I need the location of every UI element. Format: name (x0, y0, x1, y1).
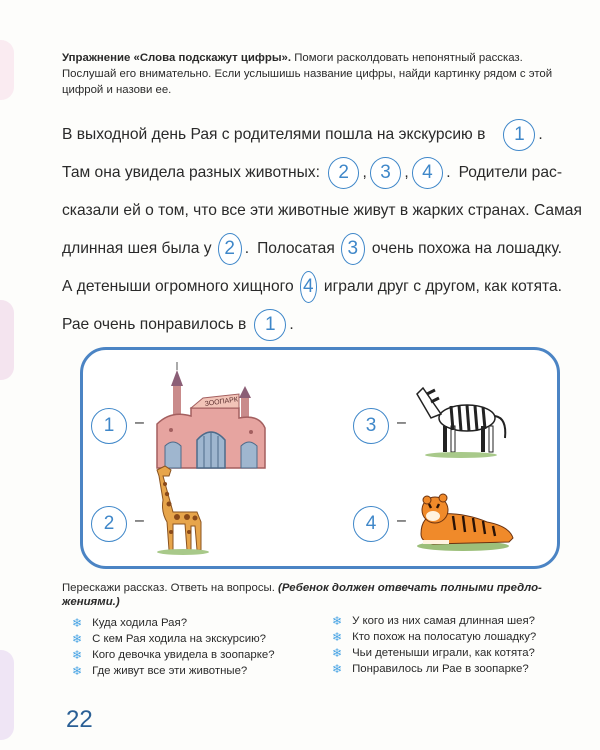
snowflake-icon: ❄ (72, 648, 83, 662)
story-text: сказали ей о том, что все эти животные живут в жарких странах. Самая (62, 202, 582, 219)
dash: – (397, 512, 406, 529)
story-text: длинная шея была у (62, 240, 212, 257)
zebra-picture (411, 378, 511, 458)
exercise-instruction (62, 50, 562, 98)
snowflake-icon: ❄ (72, 632, 83, 646)
parent-note: (Ребенок должен отвечать полными предло- жениями.) (62, 582, 542, 608)
number-circle-1: 1 (254, 309, 286, 341)
question-item: ❄ У кого из них самая длинная шея? (332, 614, 535, 628)
question-item: ❄ Чьи детеныши играли, как котята? (332, 646, 535, 660)
story-line (62, 268, 562, 306)
question-item: ❄ Куда ходила Рая? (72, 616, 188, 630)
dash: – (135, 414, 144, 431)
story-line: Рае очень понравилось в 1 . (62, 306, 562, 344)
number-circle-3: 3 (370, 157, 402, 189)
picture-number-1: 1 (91, 408, 127, 444)
pictures-frame (80, 347, 560, 569)
story-text: В выходной день Рая с родителями пошла на экскурсию в (62, 126, 486, 143)
number-circle-4: 4 (300, 271, 317, 303)
story-text: А детеныши огромного хищного (62, 278, 294, 295)
edge-decoration (0, 650, 14, 740)
question-item: ❄ Где живут все эти животные? (72, 664, 248, 678)
giraffe-picture (149, 462, 215, 556)
story-line (62, 192, 582, 230)
questions-intro (62, 581, 562, 609)
number-circle-4: 4 (412, 157, 444, 189)
story-text: играли друг с другом, как котята. (323, 278, 562, 295)
question-item: ❄ Кто похож на полосатую лошадку? (332, 630, 537, 644)
dash: – (135, 512, 144, 529)
snowflake-icon: ❄ (332, 614, 343, 628)
tiger-picture (413, 486, 517, 552)
number-circle-2: 2 (218, 233, 242, 265)
edge-decoration (0, 40, 14, 100)
story-text: Рае очень понравилось в (62, 316, 247, 333)
question-item: ❄ Кого девочка увидела в зоопарке? (72, 648, 275, 662)
snowflake-icon: ❄ (72, 664, 83, 678)
page-number: 22 (66, 706, 93, 733)
story-text: Родители рас- (458, 164, 563, 181)
story-line: Там она увидела разных животных: 2 , 3 , 4 . Родители рас- (62, 154, 562, 192)
question-item: ❄ С кем Рая ходила на экскурсию? (72, 632, 266, 646)
question-item: ❄ Понравилось ли Рае в зоопарке? (332, 662, 529, 676)
edge-decoration (0, 300, 14, 380)
number-circle-3: 3 (341, 233, 365, 265)
snowflake-icon: ❄ (332, 646, 343, 660)
exercise-text: Помоги расколдовать непонятный рассказ. Послушай его внимательно. Если услышишь название цифры, найди картинку рядом с этой цифрой и назови ее. (62, 52, 553, 96)
story-text: Там она увидела разных животных: (62, 164, 320, 181)
number-circle-1: 1 (503, 119, 535, 151)
exercise-title: Упражнение «Слова подскажут цифры». (62, 52, 292, 64)
zoo-gate-picture (151, 358, 271, 470)
story (62, 116, 582, 344)
dash: – (397, 414, 406, 431)
snowflake-icon: ❄ (332, 662, 343, 676)
snowflake-icon: ❄ (72, 616, 83, 630)
picture-number-4: 4 (353, 506, 389, 542)
number-circle-2: 2 (328, 157, 360, 189)
picture-number-2: 2 (91, 506, 127, 542)
retell-task: Перескажи рассказ. Ответь на вопросы. (62, 582, 275, 594)
story-line: В выходной день Рая с родителями пошла на экскурсию в 1 . (62, 116, 562, 154)
zoo-sign: ЗООПАРК (204, 396, 239, 408)
story-line: длинная шея была у 2 . Полосатая 3 очень похожа на лошадку. (62, 230, 562, 268)
story-text: Полосатая (257, 240, 335, 257)
story-text: очень похожа на лошадку. (371, 240, 562, 257)
snowflake-icon: ❄ (332, 630, 343, 644)
picture-number-3: 3 (353, 408, 389, 444)
